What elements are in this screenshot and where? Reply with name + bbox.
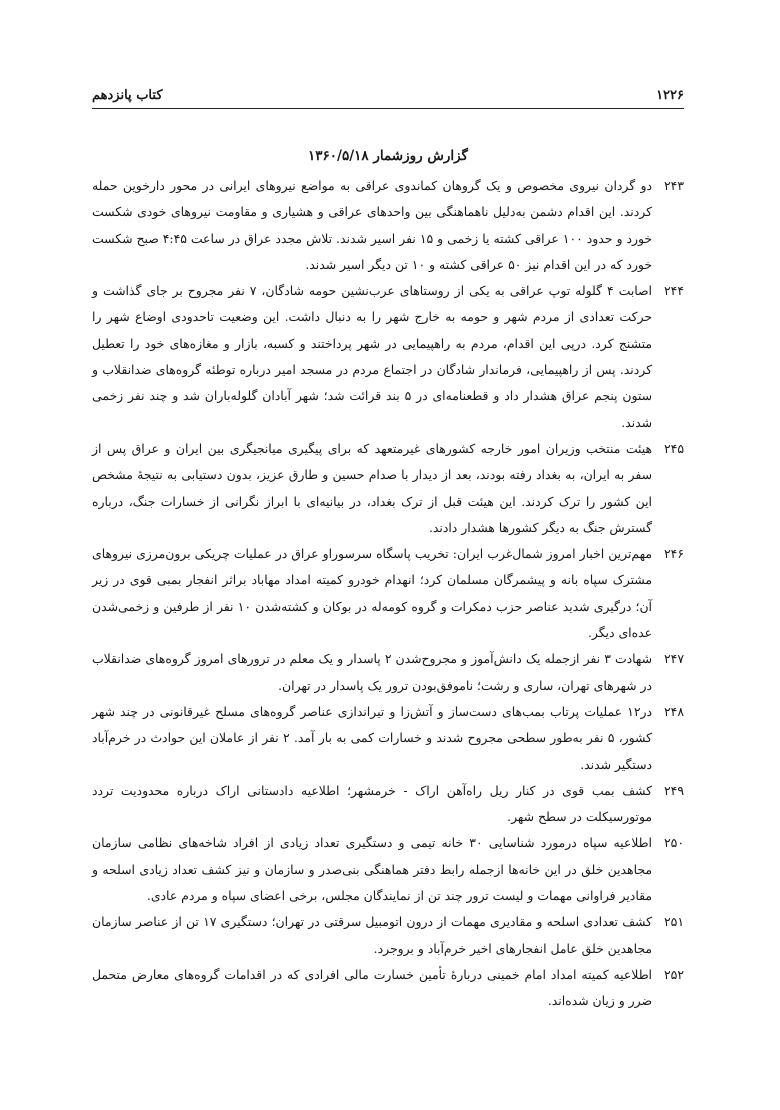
entry-item (92, 436, 684, 541)
entry-text: مهم‌ترین اخبار امروز شمال‌غرب ایران: تخریب پاسگاه سرسوراو عراق در عملیات چریکی برون‌مرزی نیروهای مشترک سپاه بانه و پیشمرگان مسلمان کرد؛ انهدام خودرو کمیته امداد مهاباد براثر انفجار بمبی قوی در زیر آن؛ درگیری شدید عناصر حزب دمکرات و گروه کومه‌له در بوکان و کشته‌شدن ۱۰ نفر از طرفین و زخمی‌شدن عده‌ای دیگر. (92, 546, 652, 641)
entry-text: هیئت منتخب وزیران امور خارجه کشورهای غیرمتعهد که برای پیگیری میانجیگری بین ایران و عراق پس از سفر به ایران، به بغداد رفته بودند، بعد از دیدار با صدام حسین و طارق عزیز، بدون دستیابی به نتیجهٔ مشخص این کشور را ترک کردند. این هیئت قبل از ترک بغداد، در بیانیه‌ای با ابراز نگرانی از خسارات جنگ، درباره گسترش جنگ به دیگر کشورها هشدار دادند. (92, 440, 652, 535)
report-title: گزارش روزشمار ۱۳۶۰/۵/۱۸ (308, 148, 468, 164)
entry-text: کشف تعدادی اسلحه و مقادیری مهمات از درون اتومبیل سرقتی در تهران؛ دستگیری ۱۷ تن از عناصر سازمان مجاهدین خلق عامل انفجارهای اخیر خرم‌آباد و بروجرد. (92, 914, 652, 956)
entry-item (92, 541, 684, 646)
entry-item (92, 646, 684, 699)
page-number: ۱۲۲۶ (656, 88, 684, 103)
entry-list (92, 173, 684, 1015)
entry-number: ۲۴۳ (664, 178, 684, 193)
entry-item (92, 278, 684, 436)
entry-item (92, 962, 684, 1015)
running-header (92, 84, 684, 106)
entry-item (92, 830, 684, 909)
entry-text: در۱۲ عملیات پرتاب بمب‌های دست‌ساز و آتش‌زا و تیراندازی عناصر گروه‌های مسلح غیرقانونی در چند شهر کشور، ۵ نفر به‌طور سطحی مجروح شدند و خسارات کمی به بار آمد. ۲ نفر از عاملان این حوادث در خرم‌آباد دستگیر شدند. (92, 703, 653, 772)
entry-item (92, 778, 684, 831)
entry-number: ۲۴۶ (664, 546, 684, 562)
entry-item (92, 909, 684, 962)
entry-number: ۲۵۱ (664, 914, 684, 930)
entry-text: شهادت ۳ نفر ازجمله یک دانش‌آموز و مجروح‌شدن ۲ پاسدار و یک معلم در ترورهای امروز گروه‌های ضدانقلاب در شهرهای تهران، ساری و رشت؛ ناموفق‌بودن ترور یک پاسدار در تهران. (92, 651, 653, 693)
entry-number: ۲۴۴ (664, 283, 684, 299)
entry-number: ۲۴۷ (664, 651, 684, 667)
entry-number: ۲۴۹ (664, 782, 684, 798)
entry-text: اصابت ۴ گلوله توپ عراقی به یکی از روستاهای عرب‌نشین حومه شادگان، ۷ نفر مجروح بر جای گذاشت و حرکت تعدادی از مردم شهر و حومه به خارج شهر را به دنبال داشت. این وضعیت تاحدودی اوضاع شهر را متشنج کرد. درپی این اقدام، مردم به راهپیمایی در شهر پرداختند و کسبه، بازار و مغازه‌های خود را تعطیل کردند. پس از راهپیمایی، فرماندار شادگان در اجتماع مردم در مسجد امیر درباره توطئه گروه‌های ضدانقلاب و ستون پنجم عراق هشدار داد و قطعنامه‌ای در ۵ بند قرائت شد؛ شهر آبادان گلوله‌باران شد و چند نفر زخمی شدند. (92, 283, 653, 430)
book-title: کتاب پانزدهم (92, 88, 163, 103)
entry-number: ۲۵۲ (664, 966, 684, 982)
entry-text: دو گردان نیروی مخصوص و یک گروهان کماندوی عراقی به مواضع نیروهای ایرانی در محور دارخوین حمله کردند. این اقدام دشمن به‌دلیل ناهماهنگی بین واحدهای عراقی و هشیاری و مقاومت نیروهای خودی شکست خورد و حدود ۱۰۰ عراقی کشته یا زخمی و ۱۵ نفر اسیر شدند. تلاش مجدد عراق در ساعت ۴:۴۵ صبح شکست خورد که در این اقدام نیز ۵۰ عراقی کشته و ۱۰ تن دیگر اسیر شدند. (92, 178, 653, 272)
entry-number: ۲۵۰ (664, 835, 684, 851)
entry-item (92, 699, 684, 778)
entry-text: کشف بمب قوی در کنار ریل راه‌آهن اراک - خرمشهر؛ اطلاعیه دادستانی اراک درباره محدودیت تردد موتورسیکلت در سطح شهر. (92, 782, 652, 825)
entry-number: ۲۴۸ (664, 703, 684, 719)
entry-item (92, 173, 684, 278)
header-divider (92, 108, 684, 109)
entry-text: اطلاعیه کمیته امداد امام خمینی دربارهٔ تأمین خسارت مالی افرادی که در اقدامات گروه‌های معارض متحمل ضرر و زیان شده‌اند. (92, 966, 652, 1009)
entry-number: ۲۴۵ (664, 440, 684, 456)
entry-text: اطلاعیه سپاه درمورد شناسایی ۳۰ خانه تیمی و دستگیری تعداد زیادی از افراد شاخه‌های نظامی سازمان مجاهدین خلق در این خانه‌ها ازجمله رابط دفتر هماهنگی بنی‌صدر و سازمان و نیز کشف تعداد زیادی اسلحه و مقادیر فراوانی مهمات و لیست ترور چند تن از نمایندگان مجلس، برخی اعضای سپاه و مردم عادی. (92, 835, 652, 904)
document-page (92, 84, 684, 1015)
